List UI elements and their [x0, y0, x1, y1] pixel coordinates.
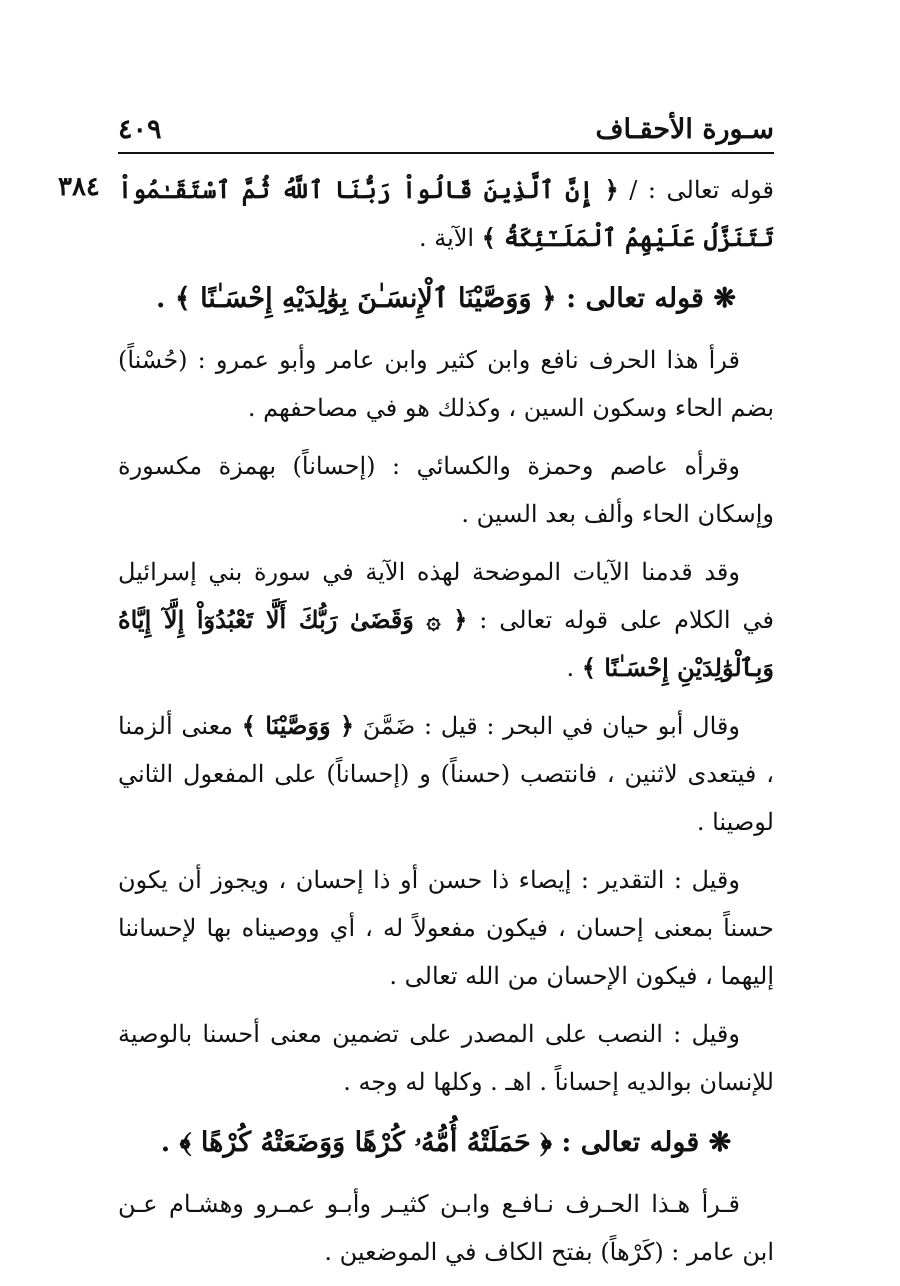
- paragraph-with-verse: [118, 702, 774, 846]
- paragraph-tail: الآية .: [418, 224, 482, 252]
- quran-verse: ﴿ وَوَصَّيْنَا ٱلْإِنسَـٰنَ بِوَٰلِدَيْهِ إِحْسَـٰنًا ﴾: [174, 283, 557, 314]
- margin-page-reference: ٣٨٤: [58, 172, 100, 202]
- paragraph-intro-verse: [118, 166, 774, 262]
- paragraph: وقيل : التقدير : إيصاء ذا حسن أو ذا إحسان ، ويجوز أن يكون حسناً بمعنى إحسان ، فيكون مفعولاً له ، أي ووصيناه بها لإحساننا إليهما ، فيكون الإحسان من الله تعالى .: [118, 866, 774, 990]
- page-header: [118, 108, 774, 154]
- paragraph-lead: قوله تعالى : /: [618, 176, 774, 204]
- quran-verse: ﴿ حَمَلَتْهُ أُمُّهُۥ كُرْهًا وَوَضَعَتْهُ كُرْهًا ﴾: [179, 1127, 553, 1158]
- page-body: [118, 166, 774, 1286]
- paragraph-with-verse: [118, 548, 774, 692]
- section-heading: [118, 1116, 774, 1170]
- paragraph: وقيل : النصب على المصدر على تضمين معنى أحسنا بالوصية للإنسان بوالديه إحساناً . اهـ . وكلها له وجه .: [118, 1020, 774, 1096]
- paragraph: قرأ هذا الحرف نافع وابن كثير وابن عامر وأبو عمرو : (حُسْناً) بضم الحاء وسكون السين ، وكذلك هو في مصاحفهم .: [118, 346, 774, 422]
- paragraph: قـرأ هـذا الحـرف نـافـع وابـن كثيـر وأبـو عمـرو وهشـام عـن ابن عامر : (كَرْهاً) بفتح الكاف في الموضعين .: [118, 1190, 774, 1266]
- page-number: ٤٠٩: [118, 114, 162, 145]
- heading-lead: ❋ قوله تعالى :: [556, 283, 736, 314]
- paragraph: وقرأه عاصم وحمزة والكسائي : (إحساناً) بهمزة مكسورة وإسكان الحاء وألف بعد السين .: [118, 452, 774, 528]
- paragraph-lead: وقال أبو حيان في البحر : قيل : ضَمَّنَ: [354, 712, 740, 740]
- heading-tail: .: [160, 1127, 180, 1158]
- paragraph-tail: .: [566, 654, 582, 682]
- paragraph-lead: وقد قدمنا الآيات الموضحة لهذه الآية في سورة بني إسرائيل في الكلام على قوله تعالى :: [118, 558, 774, 634]
- paragraph-tail: معنى ألزمنا ، فيتعدى لاثنين ، فانتصب (حسناً) و (إحساناً) على المفعول الثاني لوصينا .: [118, 712, 774, 836]
- heading-tail: .: [156, 283, 175, 314]
- quran-verse: ﴿ وَوَصَّيْنَا ﴾: [241, 711, 355, 740]
- heading-lead: ❋ قوله تعالى :: [552, 1127, 732, 1158]
- quran-verse: ﴿ ۞ وَقَضَىٰ رَبُّكَ أَلَّا تَعْبُدُوٓاْ إِلَّآ إِيَّاهُ وَبِٱلْوَٰلِدَيْنِ إِحْسَـٰنًا ﴾: [118, 605, 774, 682]
- surah-title: سـورة الأحقـاف: [595, 114, 774, 145]
- quran-verse: ﴿ إِنَّ ٱلَّذِينَ قَالُواْ رَبُّنَا ٱللَّهُ ثُمَّ ٱسْتَقَـٰمُواْ تَتَنَزَّلُ عَلَيْهِمُ ٱلْمَلَـٰٓئِكَةُ ﴾: [118, 175, 774, 252]
- section-heading: [118, 272, 774, 326]
